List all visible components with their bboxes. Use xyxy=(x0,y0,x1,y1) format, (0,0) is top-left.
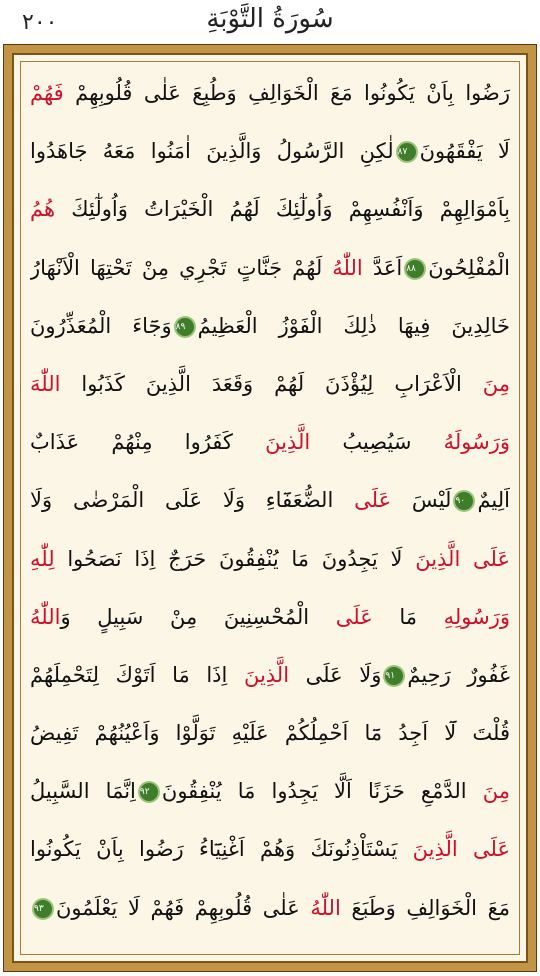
verse-text: مَا xyxy=(372,604,444,629)
verse-text: مَعَ الْخَوَالِفِ وَطَبَعَ xyxy=(340,895,510,920)
verse-line xyxy=(30,239,510,297)
page-number: ٢٠٠ xyxy=(22,10,58,35)
verse-line xyxy=(30,588,510,646)
verse-text: اِذَا مَا اَتَوْكَ لِتَحْمِلَهُمْ xyxy=(30,662,244,687)
verse-text: خَالِدِينَ فِيهَا ذٰلِكَ الْفَوْزُ الْعَظِيمُ xyxy=(197,313,510,338)
ayah-number-marker: ٨٧ xyxy=(398,143,416,161)
verse-text: وَلَا عَلَى xyxy=(289,662,382,687)
tajweed-highlight-text: عَلَى xyxy=(354,488,392,513)
verse-text: الْمُفْلِحُونَ xyxy=(428,255,510,280)
verse-text: وَجَٓاءَ الْمُعَذِّرُونَ xyxy=(30,313,172,338)
verse-line xyxy=(30,180,510,238)
verse-line xyxy=(30,413,510,471)
verse-line xyxy=(30,530,510,588)
tajweed-highlight-text: اللّٰهُ xyxy=(30,604,61,629)
verse-line xyxy=(30,646,510,704)
verse-line xyxy=(30,879,510,937)
verse-text: كَفَرُوا مِنْهُمْ عَذَابٌ xyxy=(30,430,266,455)
verse-text: اَلِيمٌ xyxy=(477,488,510,513)
tajweed-highlight-text: مِنَ xyxy=(482,779,510,804)
tajweed-highlight-text: لِلّٰهِ xyxy=(30,546,55,571)
verse-text: اِنَّمَا السَّبِيلُ xyxy=(30,779,136,804)
verse-text: لَا يَفْقَهُونَ xyxy=(419,139,510,164)
verse-text: الْمُحْسِنِينَ مِنْ سَبِيلٍ وَ xyxy=(60,604,336,629)
verse-text: الْاَعْرَابِ لِيُؤْذَنَ لَهُمْ وَقَعَدَ الَّذِينَ كَذَبُوا xyxy=(60,371,483,396)
verse-text: لَهُمْ جَنَّاتٍ تَجْرِي مِنْ تَحْتِهَا الْاَنْهَارُ xyxy=(30,255,333,280)
verse-line xyxy=(30,64,510,122)
verse-line xyxy=(30,820,510,878)
tajweed-highlight-text: عَلَى الَّذِينَ xyxy=(412,837,510,862)
tajweed-highlight-text: الَّذِينَ xyxy=(265,430,311,455)
tajweed-highlight-text: وَرَسُولَهُ xyxy=(443,430,510,455)
verse-text: الضُّعَفَٓاءِ وَلَا عَلَى الْمَرْضٰى وَلَا xyxy=(30,488,355,513)
verse-text: قُلْتَ لَٓا اَجِدُ مَٓا اَحْمِلُكُمْ عَلَيْهِ تَوَلَّوْا وَاَعْيُنُهُمْ تَفِيضُ xyxy=(30,721,510,746)
verse-text: اَعَدَّ xyxy=(362,255,403,280)
verse-line xyxy=(30,297,510,355)
ayah-number-marker: ٩٢ xyxy=(140,783,158,801)
verse-text: سَيُصِيبُ xyxy=(310,430,444,455)
tajweed-highlight-text: اللّٰهُ xyxy=(310,895,341,920)
ayah-number-marker: ٩١ xyxy=(385,667,403,685)
verse-text: لٰكِنِ الرَّسُولُ وَالَّذِينَ اٰمَنُوا مَعَهُ جَاهَدُوا xyxy=(30,139,394,164)
verse-text: بِاَمْوَالِهِمْ وَاَنْفُسِهِمْ وَاُولٰٓئِكَ لَهُمُ الْخَيْرَاتُ وَاُولٰٓئِكَ xyxy=(55,197,510,222)
verse-text: لَا يَجِدُونَ مَا يُنْفِقُونَ حَرَجٌ اِذَا نَصَحُوا xyxy=(54,546,416,571)
verse-text: عَلٰى قُلُوبِهِمْ فَهُمْ لَا يَعْلَمُونَ xyxy=(56,895,311,920)
tajweed-highlight-text: مِنَ xyxy=(482,371,510,396)
ayah-number-marker: ٨٩ xyxy=(176,318,194,336)
tajweed-highlight-text: عَلَى الَّذِينَ xyxy=(415,546,510,571)
surah-title: سُورَةُ التَّوْبَةِ xyxy=(206,4,334,34)
ayah-number-marker: ٩٠ xyxy=(455,492,473,510)
verse-line xyxy=(30,471,510,529)
verse-line xyxy=(30,122,510,180)
verse-line xyxy=(30,704,510,762)
tajweed-highlight-text: الَّذِينَ xyxy=(243,662,290,687)
verse-text: غَفُورٌ رَحِيمٌ xyxy=(407,662,510,687)
verse-text: الدَّمْعِ حَزَنًا اَلَّا يَجِدُوا مَا يُنْفِقُونَ xyxy=(161,779,483,804)
tajweed-highlight-text: اللّٰهَ xyxy=(30,371,61,396)
tajweed-highlight-text: وَرَسُولِهِ xyxy=(443,604,510,629)
verse-text: يَسْتَاْذِنُونَكَ وَهُمْ اَغْنِيَٓاءُ رَضُوا بِاَنْ يَكُونُوا xyxy=(30,837,413,862)
tajweed-highlight-text: اللّٰهُ xyxy=(332,255,363,280)
quran-text-body xyxy=(30,64,510,937)
page-header xyxy=(0,0,540,44)
ayah-number-marker: ٨٨ xyxy=(406,260,424,278)
ayah-number-marker: ٩٣ xyxy=(34,900,52,918)
tajweed-highlight-text: عَلَى xyxy=(335,604,373,629)
tajweed-highlight-text: فَهُمْ xyxy=(30,81,64,105)
verse-text: رَضُوا بِاَنْ يَكُونُوا مَعَ الْخَوَالِفِ وَطُبِعَ عَلٰى قُلُوبِهِمْ xyxy=(63,81,510,105)
verse-text: لَيْسَ xyxy=(391,488,452,513)
verse-line xyxy=(30,355,510,413)
verse-line xyxy=(30,762,510,820)
tajweed-highlight-text: هُمُ xyxy=(30,197,56,222)
